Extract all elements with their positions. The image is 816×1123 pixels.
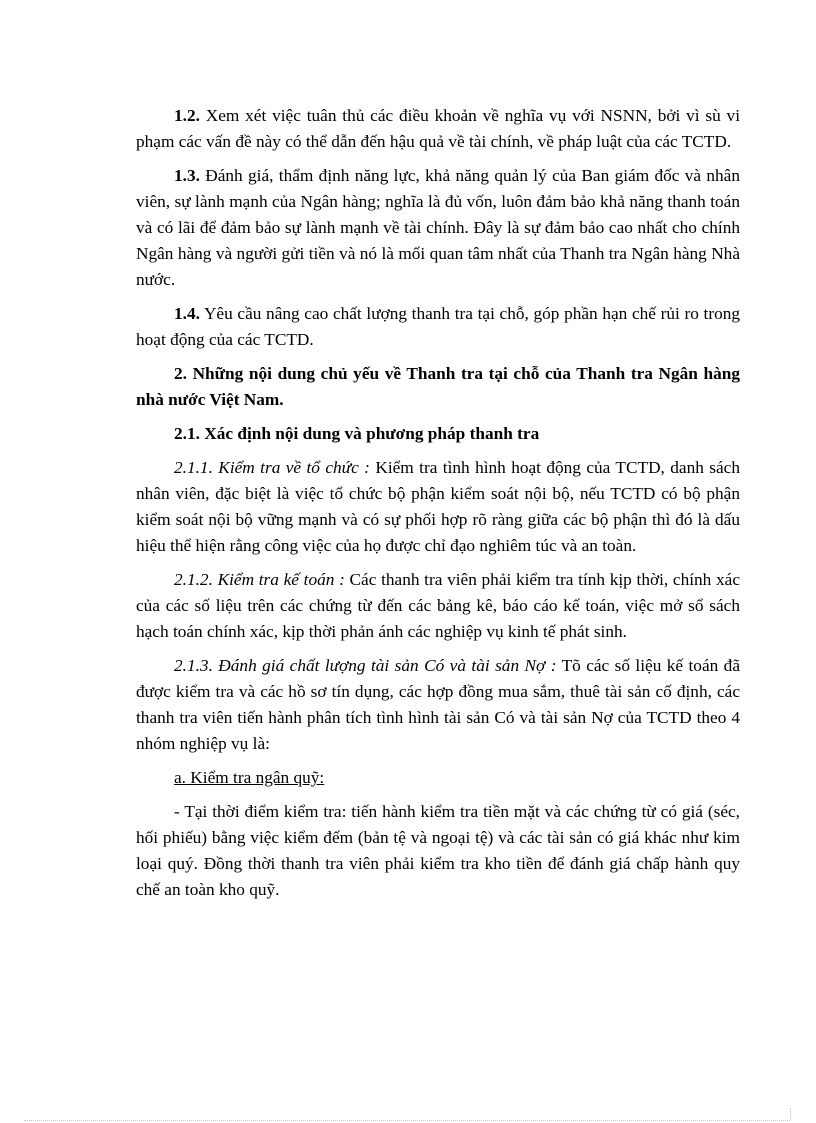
paragraph-1-3	[136, 163, 740, 293]
section-2-heading: 2. Những nội dung chủ yếu về Thanh tra tại chỗ của Thanh tra Ngân hàng nhà nước Việt Nam.	[136, 364, 740, 409]
section-2-1-heading: 2.1. Xác định nội dung và phương pháp thanh tra	[174, 424, 540, 443]
paragraph-1-2-text: Xem xét việc tuân thủ các điều khoản về nghĩa vụ với NSNN, bởi vì sù vi phạm các vấn đề này có thể dẫn đến hậu quả về tài chính, về pháp luật của các TCTD.	[136, 106, 740, 151]
page-bottom-border	[24, 1120, 790, 1121]
paragraph-1-4-number: 1.4.	[174, 304, 200, 323]
paragraph-1-2	[136, 103, 740, 155]
page-content	[136, 103, 740, 911]
paragraph-1-2-number: 1.2.	[174, 106, 200, 125]
paragraph-1-3-number: 1.3.	[174, 166, 200, 185]
page-corner-mark	[790, 1108, 791, 1120]
subsection-2-1-3	[136, 653, 740, 757]
item-a-label: a. Kiểm tra ngân quỹ:	[174, 768, 325, 787]
subsection-2-1-3-title: 2.1.3. Đánh giá chất lượng tài sản Có và tài sản Nợ :	[174, 656, 557, 675]
subsection-2-1-2-title: 2.1.2. Kiểm tra kế toán :	[174, 570, 345, 589]
paragraph-1-4-text: Yêu cầu nâng cao chất lượng thanh tra tại chỗ, góp phần hạn chế rủi ro trong hoạt động của các TCTD.	[136, 304, 740, 349]
subsection-2-1-1-title: 2.1.1. Kiểm tra về tổ chức :	[174, 458, 370, 477]
subsection-2-1-2	[136, 567, 740, 645]
item-a-heading	[136, 765, 740, 791]
paragraph-1-4	[136, 301, 740, 353]
subsection-2-1-3-text: Tõ các số liệu kế toán đã được kiểm tra và các hồ sơ tín dụng, các hợp đồng mua sắm, thuê tài sản cố định, các thanh tra viên tiến hành phân tích tình hình tài sản Có và tài sản Nợ của TCTD theo 4 nhóm nghiệp vụ là:	[136, 656, 740, 753]
subsection-2-1-1	[136, 455, 740, 559]
subsection-2-1-1-text: Kiểm tra tình hình hoạt động của TCTD, danh sách nhân viên, đặc biệt là việc tổ chức bộ phận kiểm soát nội bộ, nếu TCTD có bộ phận kiểm soát nội bộ vững mạnh và có sự phối hợp rõ ràng giữa các bộ phận thì đó là dấu hiệu thể hiện rằng công việc của họ được chỉ đạo nghiêm túc và an toàn.	[136, 458, 740, 555]
subsection-2-1-2-text: Các thanh tra viên phải kiểm tra tính kịp thời, chính xác của các số liệu trên các chứng từ đến các bảng kê, báo cáo kế toán, việc mở sổ sách hạch toán chính xác, kịp thời phản ánh các nghiệp vụ kinh tế phát sinh.	[136, 570, 740, 641]
bullet-cash-check: - Tại thời điểm kiểm tra: tiến hành kiểm tra tiền mặt và các chứng từ có giá (séc, hối phiếu) bằng việc kiểm đếm (bản tệ và ngoại tệ) và các tài sản có giá khác như kim loại quý. Đồng thời thanh tra viên phải kiểm tra kho tiền để đánh giá chấp hành quy chế an toàn kho quỹ.	[136, 802, 740, 899]
paragraph-1-3-text: Đánh giá, thẩm định năng lực, khả năng quản lý của Ban giám đốc và nhân viên, sự lành mạnh của Ngân hàng; nghĩa là đủ vốn, luôn đảm bảo khả năng thanh toán và có lãi để đảm bảo sự lành mạnh về tài chính. Đây là sự đảm bảo cao nhất cho chính Ngân hàng và người gửi tiền và nó là mối quan tâm nhất của Thanh tra Ngân hàng Nhà nước.	[136, 166, 740, 289]
